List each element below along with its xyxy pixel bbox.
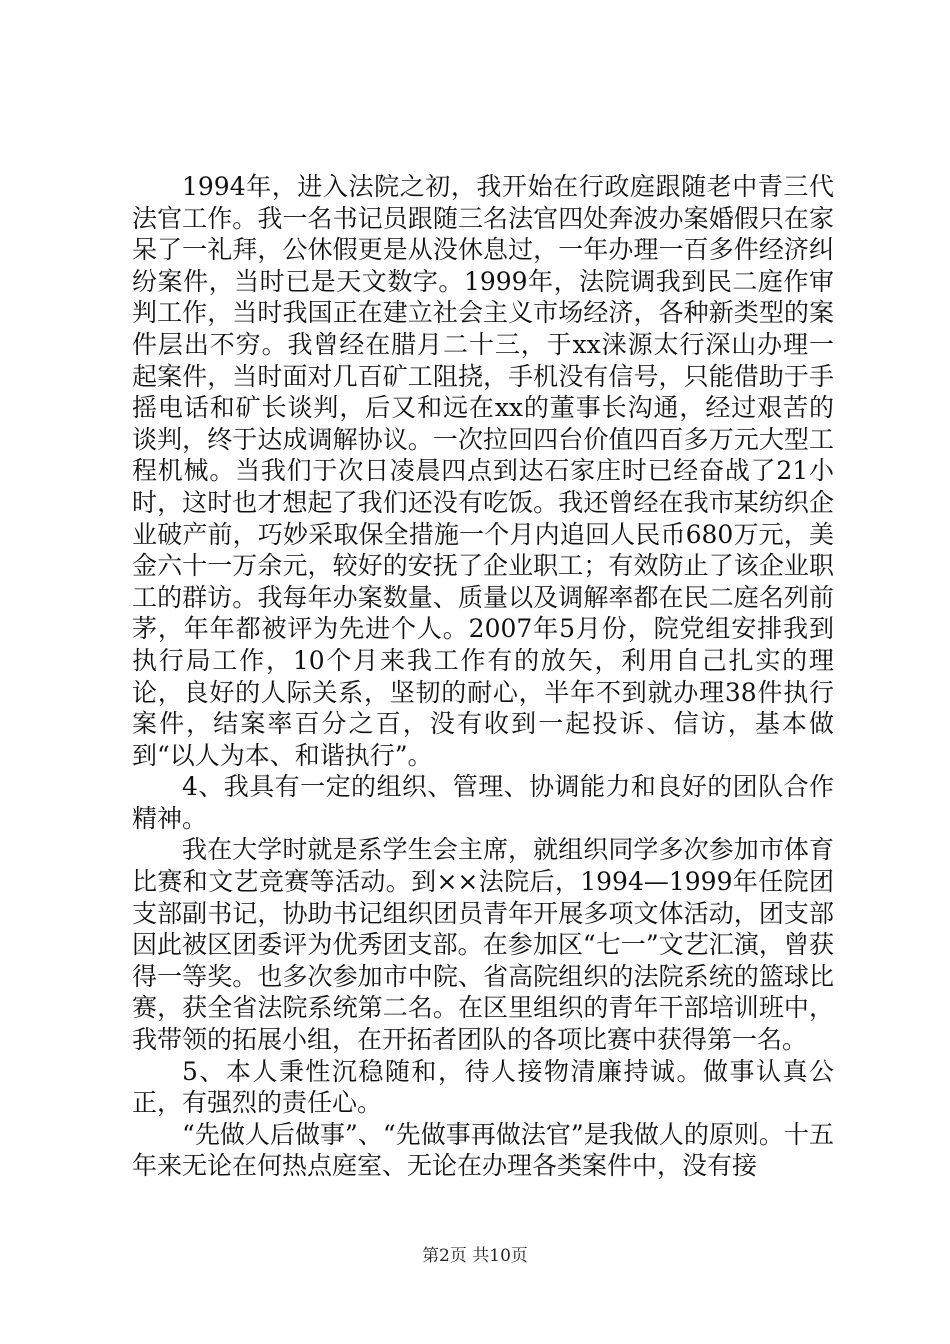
paragraph-work-history: 1994年，进入法院之初，我开始在行政庭跟随老中青三代法官工作。我一名书记员跟随三名法官四处奔波办案婚假只在家呆了一礼拜，公休假更是从没休息过，一年办理一百多件经济纠纷案件，当时已是天文数字。1999年，法院调我到民二庭作审判工作，当时我国正在建立社会主义市场经济，各种新类型的案件层出不穷。我曾经在腊月二十三，于xx涞源太行深山办理一起案件，当时面对几百矿工阻挠，手机没有信号，只能借助于手摇电话和矿长谈判，后又和远在xx的董事长沟通，经过艰苦的谈判，终于达成调解协议。一次拉回四台价值四百多万元大型工程机械。当我们于次日凌晨四点到达石家庄时已经奋战了21小时，这时也才想起了我们还没有吃饭。我还曾经在我市某纺织企业破产前，巧妙采取保全措施一个月内追回人民币680万元，美金六十一万余元，较好的安抚了企业职工；有效防止了该企业职工的群访。我每年办案数量、质量以及调解率都在民二庭名列前茅，年年都被评为先进个人。2007年5月份，院党组安排我到执行局工作，10个月来我工作有的放矢，利用自己扎实的理论，良好的人际关系，坚韧的耐心，半年不到就办理38件执行案件，结案率百分之百，没有收到一起投诉、信访，基本做到“以人为本、和谐执行”。 (132, 172, 834, 770)
document-body (132, 171, 834, 1182)
paragraph-principles: “先做人后做事”、“先做事再做法官”是我做人的原则。十五年来无论在何热点庭室、无论在办理各类案件中，没有接 (132, 1119, 834, 1181)
paragraph-heading-5: 5、本人秉性沉稳随和，待人接物清廉持诚。做事认真公正，有强烈的责任心。 (132, 1056, 834, 1118)
paragraph-teamwork: 我在大学时就是系学生会主席，就组织同学多次参加市体育比赛和文艺竞赛等活动。到××法院后，1994—1999年任院团支部副书记，协助书记组织团员青年开展多项文体活动，团支部因此被区团委评为优秀团支部。在参加区“七一”文艺汇演，曾获得一等奖。也多次参加市中院、省高院组织的法院系统的篮球比赛，获全省法院系统第二名。在区里组织的青年干部培训班中，我带领的拓展小组，在开拓者团队的各项比赛中获得第一名。 (132, 835, 834, 1055)
page-footer: 第2页 共10页 (422, 1246, 528, 1266)
paragraph-heading-4: 4、我具有一定的组织、管理、协调能力和良好的团队合作精神。 (132, 772, 834, 833)
